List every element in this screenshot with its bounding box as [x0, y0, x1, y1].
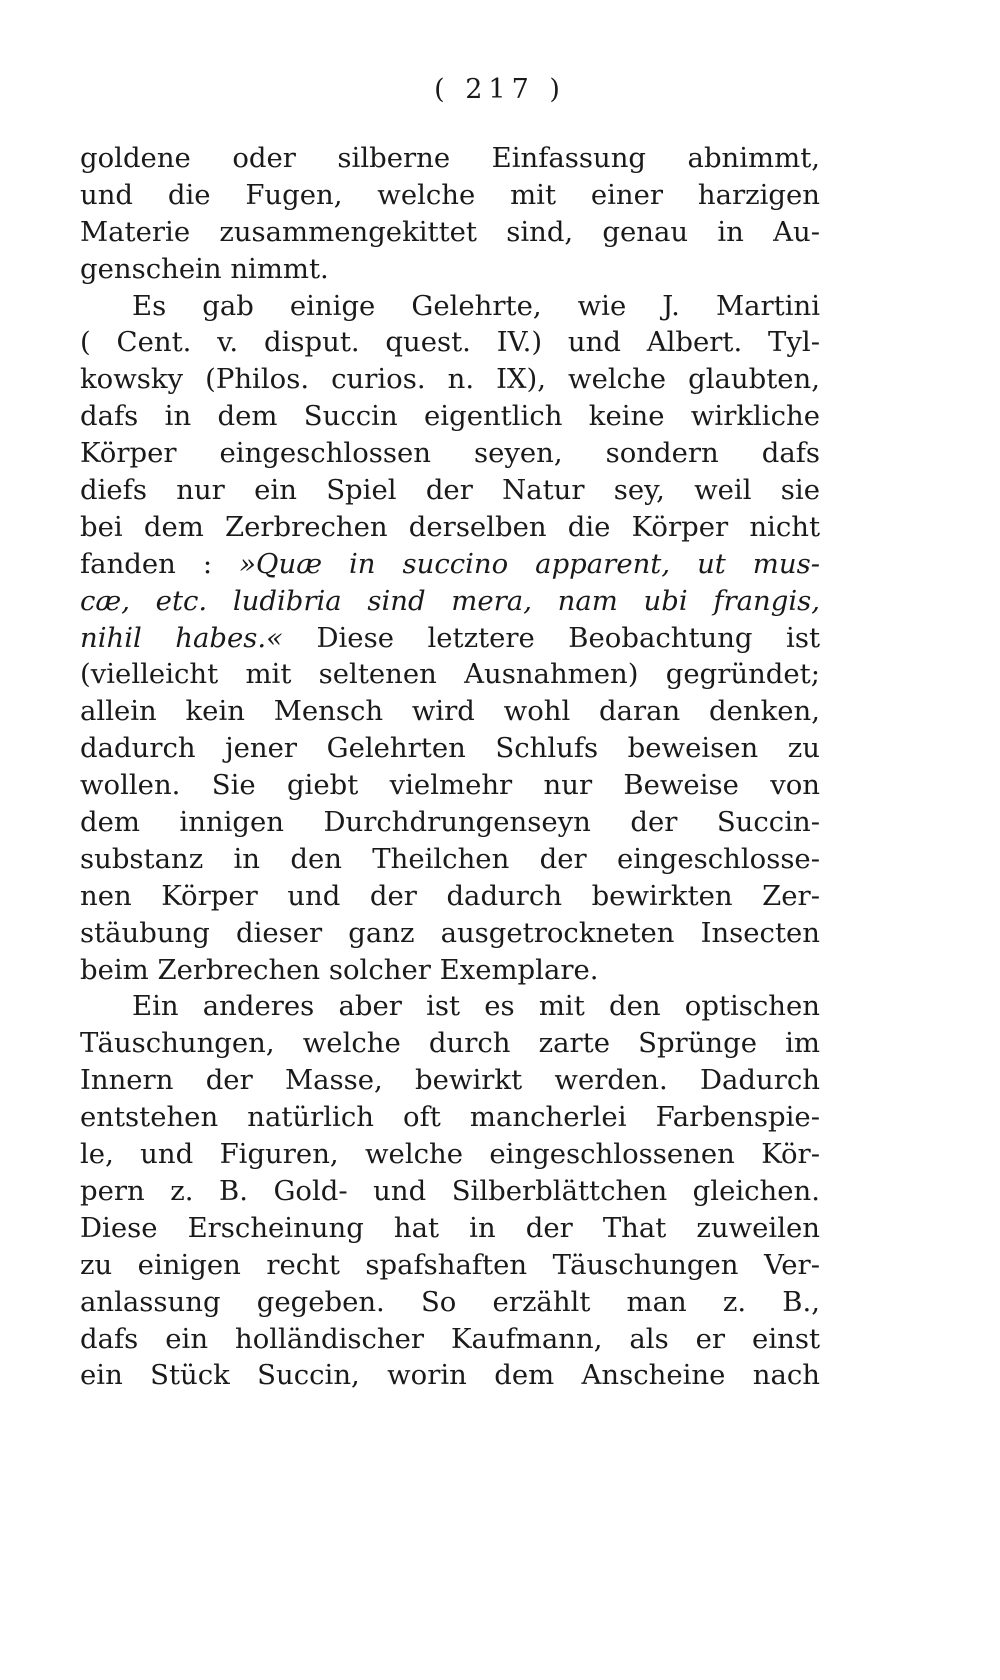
- line-text: bei dem Zerbrechen derselben die Körper nicht: [80, 510, 820, 543]
- text-line: [80, 1025, 820, 1062]
- text-line: [80, 472, 820, 509]
- line-text: (vielleicht mit seltenen Ausnahmen) gegründet;: [80, 658, 820, 691]
- text-line: [80, 361, 820, 398]
- line-text: nen Körper und der dadurch bewirkten Zer-: [80, 879, 820, 912]
- text-line: [80, 398, 820, 435]
- text-line: [80, 878, 820, 915]
- body-text: [80, 140, 820, 1394]
- line-text: ( Cent. v. disput. quest. IV.) und Albert. Tyl-: [80, 326, 820, 359]
- text-line: [80, 546, 820, 583]
- line-text: beim Zerbrechen solcher Exemplare.: [80, 953, 599, 986]
- text-line: [80, 140, 820, 177]
- line-text: ein Stück Succin, worin dem Anscheine nach: [80, 1359, 820, 1392]
- line-text: dem innigen Durchdrungenseyn der Succin-: [80, 806, 820, 839]
- text-line: [80, 1247, 820, 1284]
- line-text: Körper eingeschlossen seyen, sondern dafs: [80, 437, 820, 470]
- line-text: dafs ein holländischer Kaufmann, als er einst: [80, 1322, 820, 1355]
- text-line: [80, 656, 820, 693]
- text-line: [80, 1099, 820, 1136]
- text-line: [80, 214, 820, 251]
- text-line: [80, 841, 820, 878]
- line-text: zu einigen recht spafshaften Täuschungen Ver-: [80, 1248, 820, 1281]
- italic-text: nihil habes.«: [80, 621, 283, 654]
- text-line: [80, 1321, 820, 1358]
- text-line: [80, 804, 820, 841]
- line-text: substanz in den Theilchen der eingeschlosse-: [80, 842, 820, 875]
- line-text: und die Fugen, welche mit einer harzigen: [80, 178, 820, 211]
- line-text: diefs nur ein Spiel der Natur sey, weil sie: [80, 474, 820, 507]
- line-text: goldene oder silberne Einfassung abnimmt,: [80, 142, 820, 174]
- line-text: kowsky (Philos. curios. n. IX), welche glaubten,: [80, 363, 820, 396]
- text-line: [80, 988, 820, 1025]
- text-line: [80, 1136, 820, 1173]
- text-line: [80, 324, 820, 361]
- text-line: [80, 509, 820, 546]
- line-text: stäubung dieser ganz ausgetrockneten Insecten: [80, 916, 820, 949]
- line-text: anlassung gegeben. So erzählt man z. B.,: [80, 1285, 820, 1318]
- italic-text: »Quæ in succino apparent, ut mus-: [239, 547, 821, 580]
- text-line: [80, 251, 820, 288]
- line-text: Täuschungen, welche durch zarte Sprünge im: [80, 1027, 820, 1060]
- text-line: [80, 693, 820, 730]
- text-line: [80, 435, 820, 472]
- line-text: dafs in dem Succin eigentlich keine wirkliche: [80, 400, 820, 433]
- text-line: [80, 583, 820, 620]
- text-line: [80, 915, 820, 952]
- text-line: [80, 1210, 820, 1247]
- text-line: [80, 952, 820, 989]
- text-line: [80, 1062, 820, 1099]
- text-line: [80, 767, 820, 804]
- line-text: wollen. Sie giebt vielmehr nur Beweise von: [80, 769, 820, 802]
- line-text: allein kein Mensch wird wohl daran denken,: [80, 695, 820, 728]
- line-text: le, und Figuren, welche eingeschlossenen Kör-: [80, 1138, 820, 1171]
- text-line: [80, 1357, 820, 1394]
- line-text: Materie zusammengekittet sind, genau in Au-: [80, 215, 820, 248]
- page-number: ( 217 ): [434, 74, 566, 105]
- text-line: [80, 730, 820, 767]
- line-text: genschein nimmt.: [80, 252, 329, 285]
- line-text: Ein anderes aber ist es mit den optischen: [132, 990, 820, 1023]
- line-text: Innern der Masse, bewirkt werden. Dadurch: [80, 1064, 820, 1097]
- text-line: [80, 288, 820, 325]
- text-line: [80, 177, 820, 214]
- line-text: Diese Erscheinung hat in der That zuweilen: [80, 1211, 820, 1244]
- line-text: fanden :: [80, 547, 240, 580]
- text-line: [80, 1173, 820, 1210]
- text-line: [80, 620, 820, 657]
- italic-text: cæ, etc. ludibria sind mera, nam ubi frangis,: [80, 584, 820, 617]
- line-text: entstehen natürlich oft mancherlei Farbenspie-: [80, 1101, 820, 1134]
- line-text: Es gab einige Gelehrte, wie J. Martini: [132, 289, 820, 322]
- line-text: pern z. B. Gold- und Silberblättchen gleichen.: [80, 1174, 820, 1207]
- line-text: dadurch jener Gelehrten Schlufs beweisen zu: [80, 732, 820, 765]
- line-text: Diese letztere Beobachtung ist: [282, 621, 820, 654]
- text-line: [80, 1284, 820, 1321]
